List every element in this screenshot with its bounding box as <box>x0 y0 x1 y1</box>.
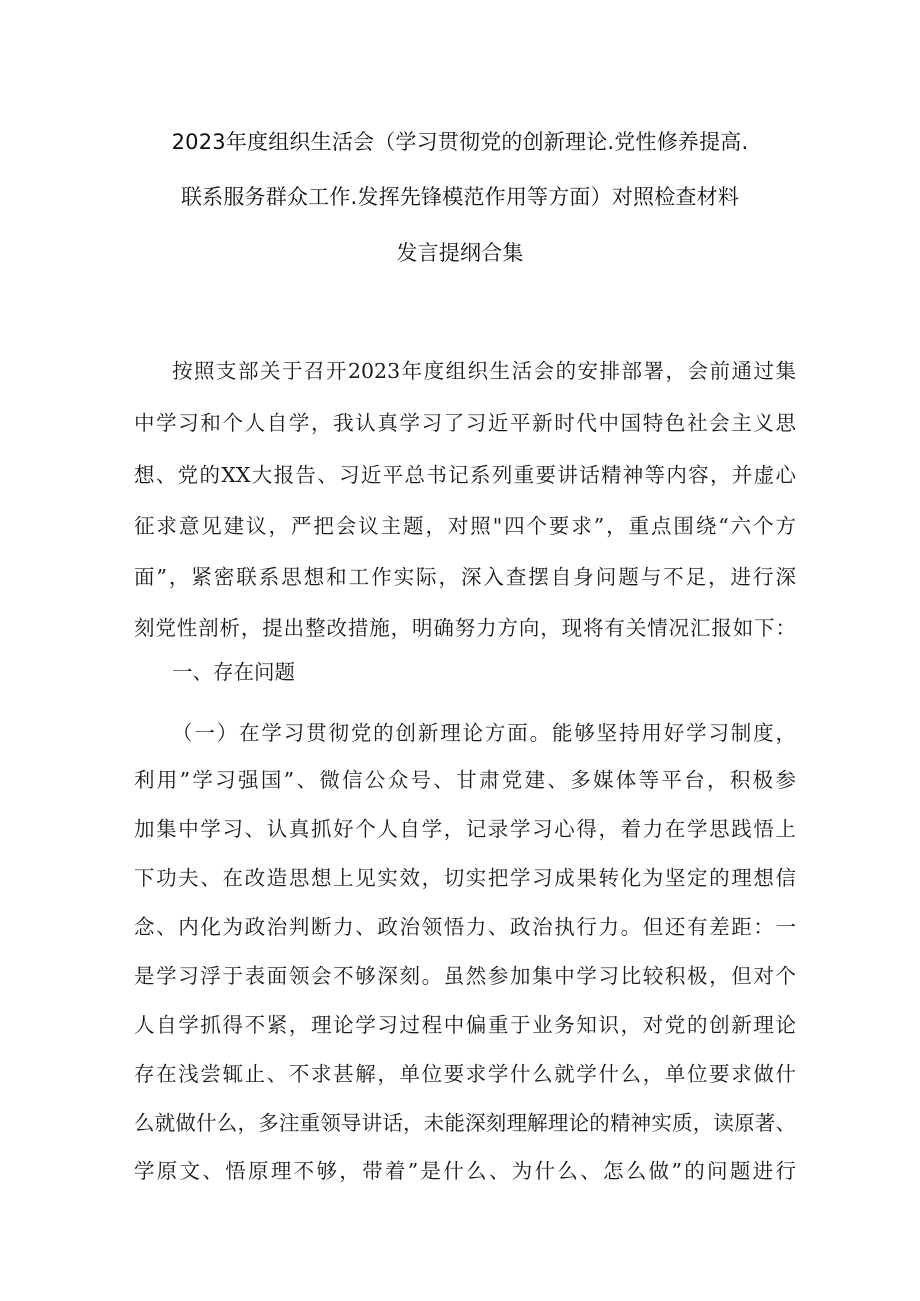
section1-line-8: 存在浅尝辄止、不求甚解，单位要求学什么就学什么，单位要求做什 <box>134 1062 796 1086</box>
section1-line-1: （一）在学习贯彻党的创新理论方面。能够坚持用好学习制度， <box>172 721 796 745</box>
intro-line-2: 中学习和个人自学，我认真学习了习近平新时代中国特色社会主义思 <box>134 411 796 435</box>
intro-line-1: 按照支部关于召开2023年度组织生活会的安排部署，会前通过集 <box>172 359 796 383</box>
intro-line-6: 刻党性剖析，提出整改措施，明确努力方向，现将有关情况汇报如下： <box>134 616 796 640</box>
intro-line-3: 想、党的XX大报告、习近平总书记系列重要讲话精神等内容，并虚心 <box>134 463 796 487</box>
section-heading: 一、存在问题 <box>172 660 295 684</box>
section1-line-3: 加集中学习、认真抓好个人自学，记录学习心得，着力在学思践悟上 <box>134 817 796 841</box>
section1-line-4: 下功夫、在改造思想上见实效，切实把学习成果转化为坚定的理想信 <box>134 866 796 890</box>
section1-line-7: 人自学抓得不紧，理论学习过程中偏重于业务知识，对党的创新理论 <box>134 1013 796 1037</box>
section1-line-10: 学原文、悟原理不够，带着”是什么、为什么、怎么做”的问题进行 <box>134 1159 796 1183</box>
section1-line-9: 么就做什么，多注重领导讲话，未能深刻理解理论的精神实质，读原著、 <box>134 1111 796 1135</box>
section1-line-5: 念、内化为政治判断力、政治领悟力、政治执行力。但还有差距：一 <box>134 915 796 939</box>
intro-line-4: 征求意见建议，严把会议主题，对照"四个要求”，重点围绕“六个方 <box>134 514 796 538</box>
document-title-line-2: 联系服务群众工作.发挥先锋模范作用等方面）对照检查材料 <box>180 185 740 209</box>
document-title-line-3: 发言提纲合集 <box>396 241 524 265</box>
section1-line-6: 是学习浮于表面领会不够深刻。虽然参加集中学习比较积极，但对个 <box>134 964 796 988</box>
document-title-line-1: 2023年度组织生活会（学习贯彻党的创新理论.党性修养提高. <box>171 130 749 154</box>
section1-line-2: 利用”学习强国”、微信公众号、甘肃党建、多媒体等平台，积极参 <box>134 768 796 792</box>
intro-line-5: 面”，紧密联系思想和工作实际，深入查摆自身问题与不足，进行深 <box>134 565 796 589</box>
